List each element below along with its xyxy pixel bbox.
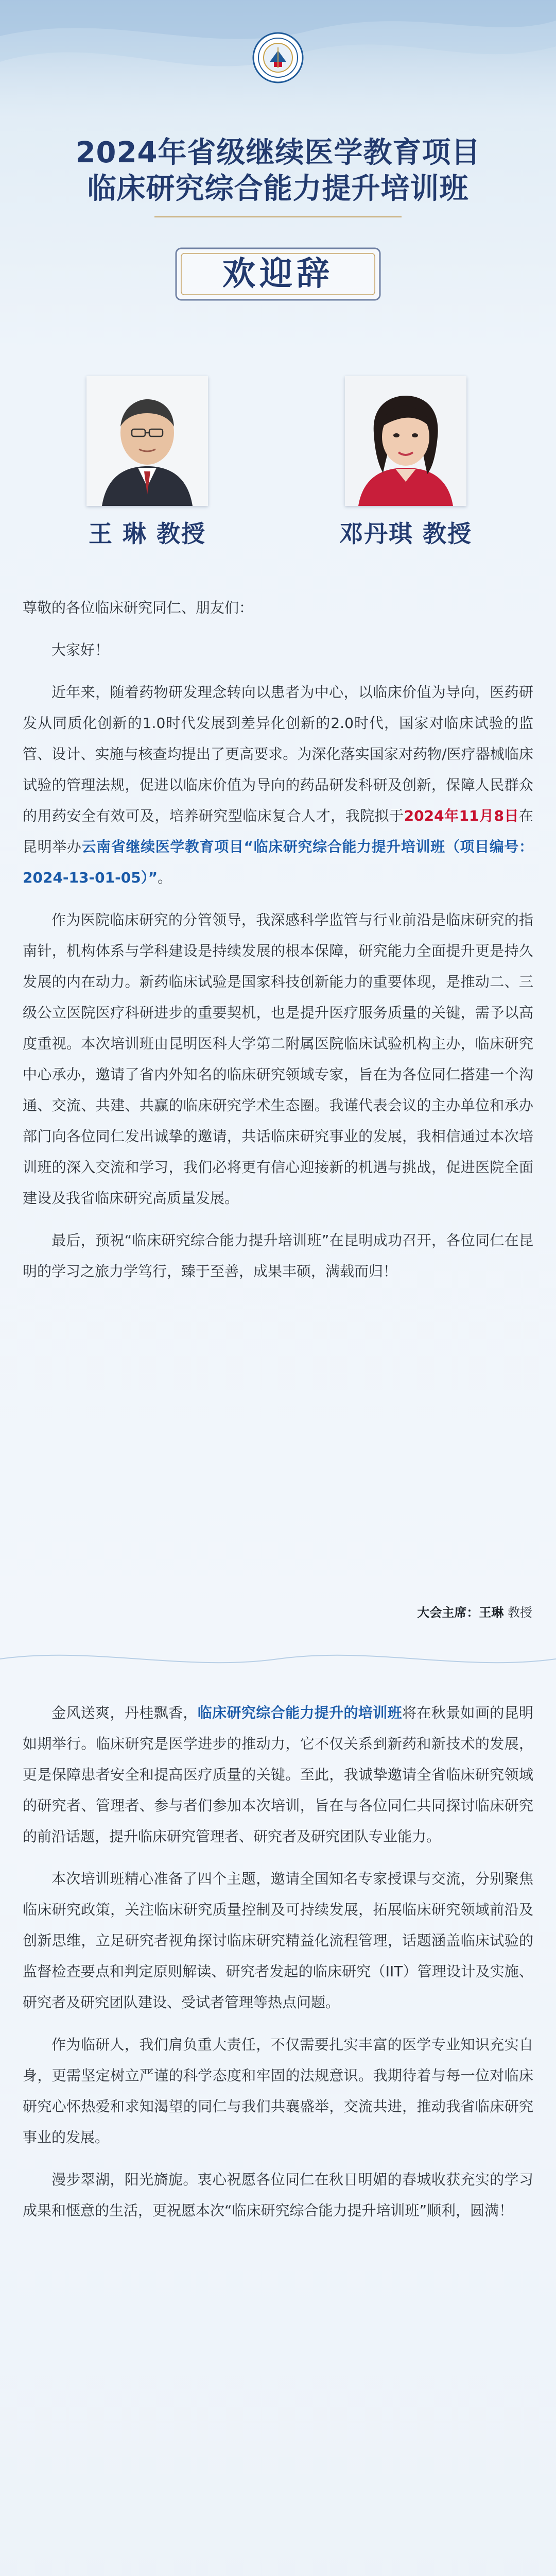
section-divider-wave (0, 1643, 556, 1674)
paragraph-1-text-a: 近年来，随着药物研发理念转向以患者为中心，以临床价值为导向，医药研发从同质化创新的1.0时代发展到差异化创新的2.0时代，国家对临床试验的监管、设计、实施与核查均提出了更高要求。为深化落实国家对药物/医疗器械临床试验的管理法规，促进以临床价值为导向的药品研发科研及创新，保障人民群众的用药安全有效可及，培养研究型临床复合人才，我院拟于 (23, 684, 533, 824)
welcome-heading: 欢迎辞 (222, 255, 334, 293)
title-divider (154, 216, 402, 217)
letter-deng-paragraph-3: 作为临研人，我们肩负重大责任，不仅需要扎实丰富的医学专业知识充实自身，更需坚定树立严谨的科学态度和牢固的法规意识。我期待着与每一位对临床研究心怀热爱和求知渴望的同仁与我们共襄盛举，交流共进，推动我省临床研究事业的发展。 (23, 2036, 533, 2146)
paragraph-1-text-b: 将在秋景如画的昆明如期举行。临床研究是医学进步的推动力，它不仅关系到新药和新技术的发展，更是保障患者安全和提高医疗质量的关键。至此，我诚挚邀请全省临床研究领域的研究者、管理者、参与者们参加本次培训，旨在与各位同仁共同探讨临床研究的前沿话题，提升临床研究管理者、研究者及研究团队专业能力。 (23, 1704, 533, 1845)
letter-wang-paragraph-2: 作为医院临床研究的分管领导，我深感科学监管与行业前沿是临床研究的指南针，机构体系与学科建设是持续发展的根本保障，研究能力全面提升更是持久发展的内在动力。新药临床试验是国家科技创新能力的重要体现，是推动二、三级公立医院医疗科研进步的重要契机，也是提升医疗服务质量的关键，需予以高度重视。本次培训班由昆明医科大学第二附属医院临床试验机构主办，临床研究中心承办，邀请了省内外知名的临床研究领域专家，旨在为各位同仁搭建一个沟通、交流、共建、共赢的临床研究学术生态圈。我谨代表会议的主办单位和承办部门向各位同仁发出诚挚的邀请，共话临床研究事业的发展，我相信通过本次培训班的深入交流和学习，我们必将更有信心迎接新的机遇与挑战，促进医院全面建设及我省临床研究高质量发展。 (23, 911, 533, 1207)
training-name: 临床研究综合能力提升的培训班 (197, 1704, 402, 1721)
letter-wang (23, 592, 533, 1298)
project-name: 云南省继续医学教育项目“临床研究综合能力提升培训班（项目编号：2024-13-01-05）” (23, 838, 533, 886)
title-line-1: 2024年省级继续医学教育项目 (75, 136, 481, 170)
title-block (0, 135, 556, 207)
professor-deng-photo (345, 376, 466, 506)
professor-wang-name: 王 琳 教授 (88, 520, 206, 548)
letter-wang-paragraph-3: 最后，预祝“临床研究综合能力提升培训班”在昆明成功召开，各位同仁在昆明的学习之旅力学笃行，臻于至善，成果丰硕，满载而归！ (23, 1232, 533, 1280)
event-date: 2024年11月8日 (404, 807, 519, 824)
greeting: 尊敬的各位临床研究同仁、朋友们： (23, 599, 254, 616)
sign-label: 大会主席： (417, 1605, 479, 1620)
university-logo-icon (252, 32, 304, 83)
professor-wang-photo (86, 376, 208, 506)
letter-wang-paragraph-1 (23, 677, 533, 893)
title-line-2: 临床研究综合能力提升培训班 (87, 172, 469, 206)
paragraph-1-text-c: 。 (158, 869, 172, 886)
paragraph-1-text-a: 金风送爽，丹桂飘香， (51, 1704, 198, 1721)
portrait-male-icon (86, 376, 208, 506)
letter-deng-paragraph-2: 本次培训班精心准备了四个主题，邀请全国知名专家授课与交流，分别聚焦临床研究政策，关注临床研究质量控制及可持续发展，拓展临床研究领域前沿及创新思维，立足研究者视角探讨临床研究精益化流程管理，话题涵盖临床试验的监督检查要点和判定原则解读、研究者发起的临床研究（IIT）管理设计及实施、研究者及研究团队建设、受试者管理等热点问题。 (23, 1870, 533, 2011)
hello-line: 大家好！ (51, 641, 110, 658)
letter-deng (23, 1698, 533, 2238)
professor-deng-name: 邓丹琪 教授 (339, 520, 472, 548)
portrait-female-icon (345, 376, 466, 506)
signature-wang (417, 1602, 532, 1620)
letter-deng-paragraph-4: 漫步翠湖，阳光旖旎。衷心祝愿各位同仁在秋日明媚的春城收获充实的学习成果和惬意的生活，更祝愿本次“临床研究综合能力提升培训班”顺利，圆满！ (23, 2171, 533, 2219)
letter-deng-paragraph-1 (23, 1698, 533, 1852)
sign-title: 教授 (503, 1605, 532, 1620)
sign-name: 王琳 (479, 1605, 504, 1620)
paragraph-1-text-b: 在昆明举办 (23, 807, 533, 855)
